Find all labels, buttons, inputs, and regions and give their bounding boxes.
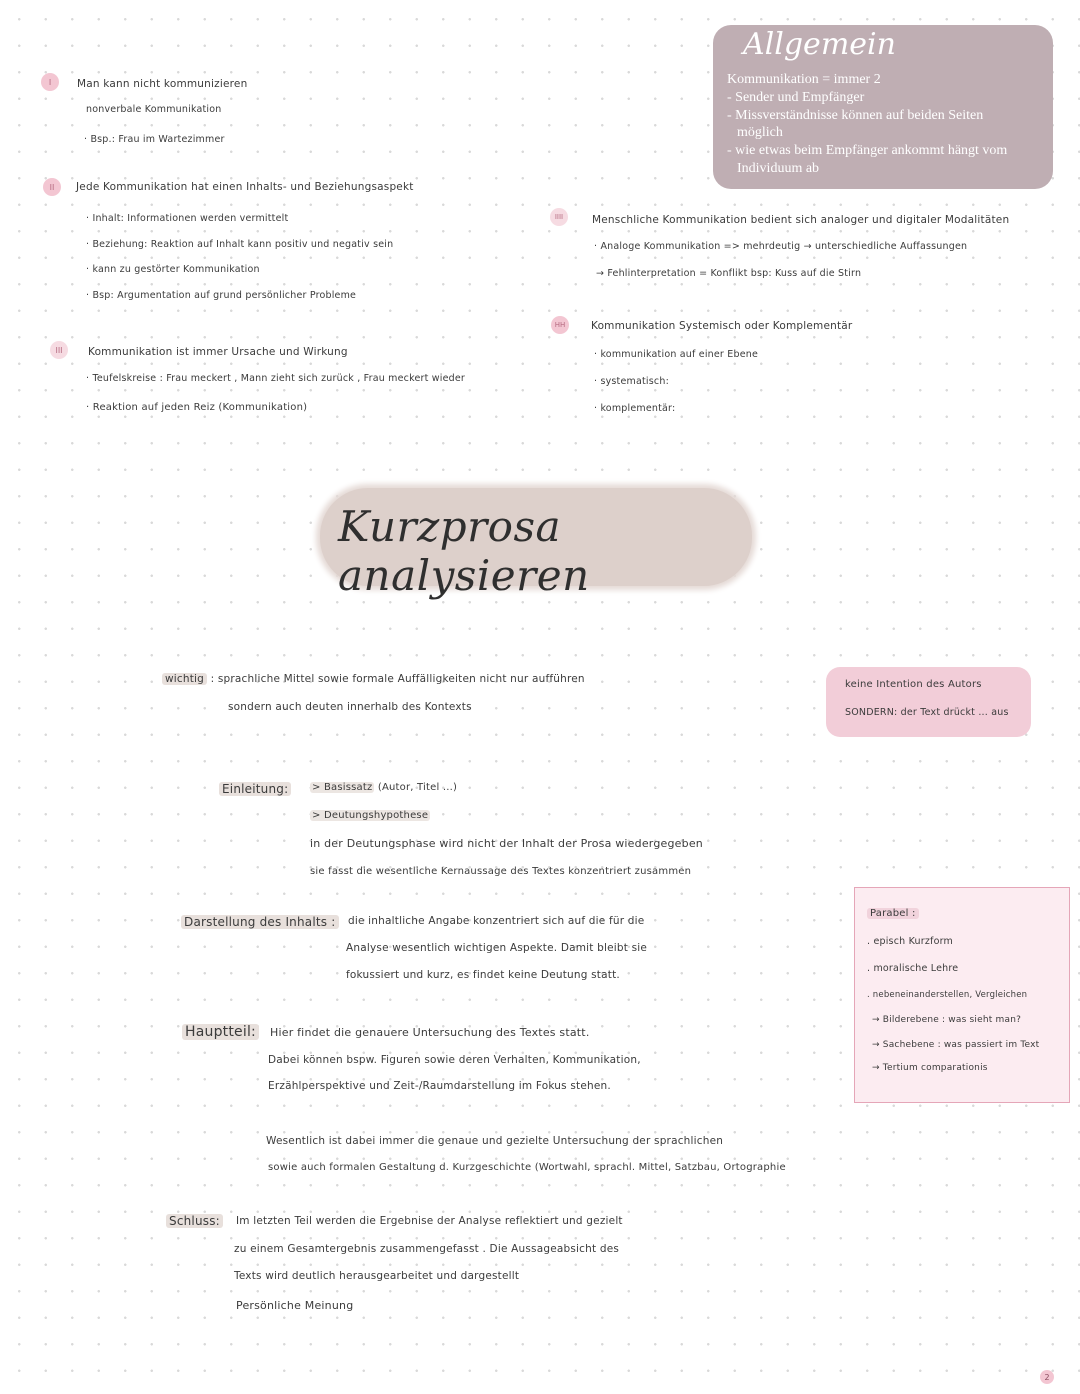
darstellung-label (181, 915, 339, 929)
einleitung-label (219, 782, 291, 796)
page-title: Kurzprosa analysieren (338, 502, 590, 600)
schluss-label (166, 1214, 223, 1228)
parabel-item: → Bilderebene : was sieht man? (872, 1015, 1022, 1025)
wichtig-line2: sondern auch deuten innerhalb des Kontexts (228, 701, 472, 713)
axiom2-item: · Beziehung: Reaktion auf Inhalt kann positiv und negativ sein (86, 239, 394, 250)
einleitung-item2 (310, 810, 430, 821)
einleitung-item1 (310, 782, 457, 793)
darstellung-line3: fokussiert und kurz, es findet keine Deutung statt. (346, 969, 620, 981)
axiom-number-badge: I (41, 73, 59, 91)
wichtig-line1 (162, 673, 585, 685)
note-line2: SONDERN: der Text drückt ... aus (845, 707, 1009, 718)
einleitung-line3: in der Deutungsphase wird nicht der Inhalt der Prosa wiedergegeben (310, 837, 703, 850)
parabel-item: . episch Kurzform (867, 936, 953, 947)
axiom5-item: · komplementär: (594, 403, 676, 414)
wichtig-text: : sprachliche Mittel sowie formale Auffälligkeiten nicht nur aufführen (210, 673, 585, 685)
parabel-box (854, 887, 1070, 1103)
axiom2-title: Jede Kommunikation hat einen Inhalts- und Beziehungsaspekt (76, 181, 414, 193)
deutungshypothese-text: > Deutungshypothese (312, 810, 429, 821)
darstellung-label-text: Darstellung des Inhalts : (181, 915, 339, 929)
schluss-line2: zu einem Gesamtergebnis zusammengefasst . Die Aussageabsicht des (234, 1243, 620, 1255)
allgemein-line: möglich (737, 125, 783, 140)
title-banner (320, 488, 752, 600)
axiom3-item: · Reaktion auf jeden Reiz (Kommunikation) (86, 402, 308, 413)
schluss-line1: Im letzten Teil werden die Ergebnise der Analyse reflektiert und gezielt (236, 1215, 623, 1227)
schluss-label-text: Schluss: (166, 1214, 223, 1228)
allgemein-line: Kommunikation = immer 2 (727, 72, 881, 87)
axiom1-item: · Bsp.: Frau im Wartezimmer (84, 134, 225, 145)
axiom3-item: · Teufelskreise : Frau meckert , Mann zieht sich zurück , Frau meckert wieder (86, 373, 465, 384)
intention-note (826, 667, 1031, 737)
axiom2-item: · kann zu gestörter Kommunikation (86, 264, 260, 275)
parabel-item: . moralische Lehre (867, 963, 959, 974)
einleitung-line4: sie fasst die wesentliche Kernaussage des Textes konzentriert zusammen (310, 866, 692, 877)
allgemein-line: - Sender und Empfänger (727, 90, 865, 105)
parabel-item: . nebeneinanderstellen, Vergleichen (867, 990, 1028, 1000)
allgemein-line: Individuum ab (737, 161, 820, 176)
axiom-number-badge: III (50, 341, 68, 359)
darstellung-line2: Analyse wesentlich wichtigen Aspekte. Damit bleibt sie (346, 942, 648, 954)
hauptteil-label (182, 1024, 259, 1040)
axiom5-title: Kommunikation Systemisch oder Komplementär (591, 320, 853, 332)
hauptteil-line4: Wesentlich ist dabei immer die genaue und gezielte Untersuchung der sprachlichen (266, 1135, 724, 1147)
parabel-title-text: Parabel : (867, 908, 919, 919)
hauptteil-label-text: Hauptteil: (182, 1024, 259, 1040)
parabel-item: → Tertium comparationis (872, 1063, 988, 1073)
schluss-line3: Texts wird deutlich herausgearbeitet und dargestellt (234, 1270, 520, 1282)
basissatz-tail: (Autor, Titel ...) (377, 782, 458, 793)
parabel-item: → Sachebene : was passiert im Text (872, 1040, 1040, 1050)
hauptteil-line5: sowie auch formalen Gestaltung d. Kurzgeschichte (Wortwahl, sprachl. Mittel, Satzbau, Ortographie (268, 1162, 786, 1173)
wichtig-label: wichtig (162, 673, 207, 685)
axiom5-item: · systematisch: (594, 376, 669, 387)
hauptteil-line2: Dabei können bspw. Figuren sowie deren Verhalten, Kommunikation, (268, 1054, 641, 1066)
parabel-title (867, 908, 919, 919)
page-number: 2 (1040, 1370, 1054, 1384)
darstellung-line1: die inhaltliche Angabe konzentriert sich auf die für die (348, 915, 645, 927)
allgemein-line: - Missverständnisse können auf beiden Seiten (727, 108, 984, 123)
axiom2-item: · Bsp: Argumentation auf grund persönlicher Probleme (86, 290, 357, 301)
hauptteil-line1: Hier findet die genauere Untersuchung des Textes statt. (270, 1026, 590, 1039)
axiom3-title: Kommunikation ist immer Ursache und Wirkung (88, 346, 348, 358)
basissatz-text: > Basissatz (312, 782, 373, 793)
axiom-number-badge: II (43, 178, 61, 196)
axiom5-item: · kommunikation auf einer Ebene (594, 349, 759, 360)
schluss-line4: Persönliche Meinung (236, 1299, 354, 1312)
allgemein-line: - wie etwas beim Empfänger ankommt hängt vom (727, 143, 1008, 158)
axiom2-item: · Inhalt: Informationen werden vermittelt (86, 213, 289, 224)
axiom4-title: Menschliche Kommunikation bedient sich analoger und digitaler Modalitäten (592, 214, 1010, 226)
axiom4-item: · Analoge Kommunikation => mehrdeutig → unterschiedliche Auffassungen (594, 241, 968, 252)
axiom-number-badge: IIII (550, 208, 568, 226)
hauptteil-line3: Erzählperspektive und Zeit-/Raumdarstellung im Fokus stehen. (268, 1080, 611, 1092)
einleitung-label-text: Einleitung: (219, 782, 291, 796)
allgemein-title: Allgemein (743, 27, 896, 62)
axiom4-item: → Fehlinterpretation = Konflikt bsp: Kuss auf die Stirn (596, 268, 862, 279)
axiom-number-badge: HH (551, 316, 569, 334)
axiom1-title: Man kann nicht kommunizieren (77, 78, 248, 90)
note-line1: keine Intention des Autors (845, 679, 982, 690)
axiom1-item: nonverbale Kommunikation (86, 104, 222, 115)
allgemein-box (713, 25, 1053, 189)
